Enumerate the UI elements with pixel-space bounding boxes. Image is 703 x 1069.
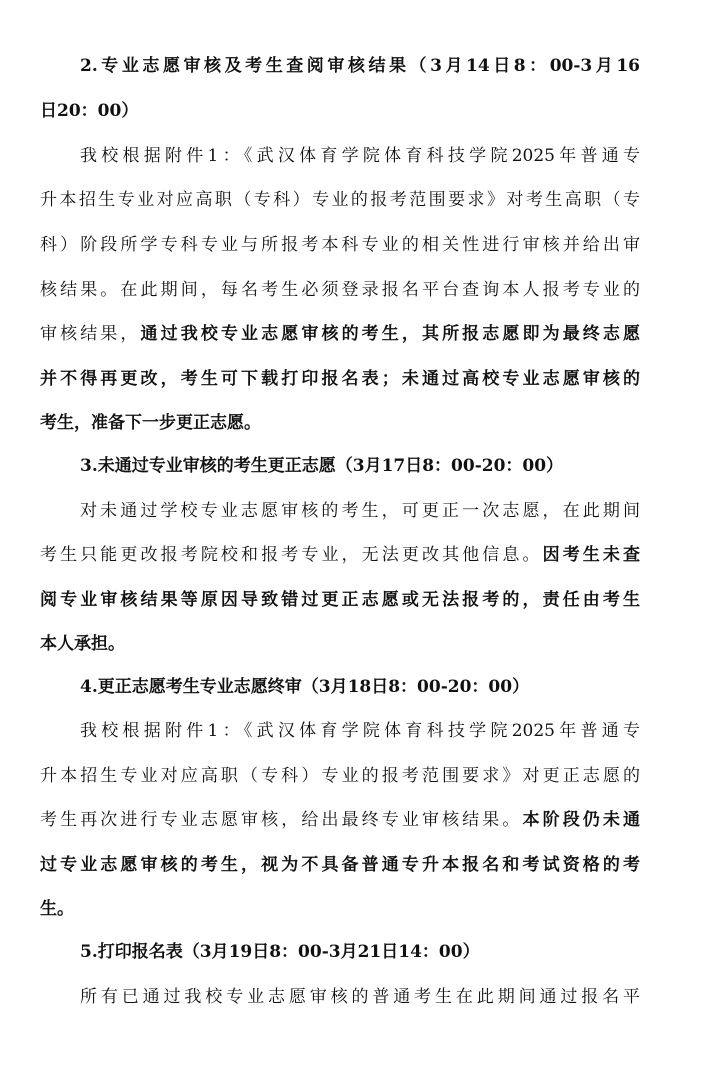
section-4-paragraph-line-bold: 过专业志愿审核的考生，视为不具备普通专升本报名和考试资格的考 <box>40 855 640 875</box>
bold-text: 本阶段仍未通 <box>522 810 640 830</box>
section-4-heading: 4.更正志愿考生专业志愿终审（3月18日8：00-20：00） <box>80 677 530 697</box>
normal-text: 审核结果， <box>40 324 141 344</box>
section-2-paragraph-line-mixed <box>40 322 640 346</box>
section-5-heading: 5.打印报名表（3月19日8：00-3月21日14：00） <box>80 942 480 962</box>
section-4-paragraph-line-bold: 生。 <box>40 899 74 919</box>
section-2-heading-line-2: 日20：00） <box>40 101 139 121</box>
section-3-paragraph-line-mixed <box>40 543 640 567</box>
section-2-paragraph-line-bold: 并不得再更改，考生可下载打印报名表；未通过高校专业志愿审核的 <box>40 369 640 389</box>
normal-text: 考生只能更改报考院校和报考专业，无法更改其他信息。 <box>40 545 543 565</box>
section-4-paragraph-line: 我校根据附件1：《武汉体育学院体育科技学院2025年普通专 <box>80 721 640 741</box>
section-3-paragraph-line-bold: 本人承担。 <box>40 634 125 654</box>
section-3-paragraph-line: 对未通过学校专业志愿审核的考生，可更正一次志愿，在此期间 <box>80 501 640 521</box>
section-2-paragraph-line: 科）阶段所学专科专业与所报考本科专业的相关性进行审核并给出审 <box>40 235 640 255</box>
section-4-paragraph-line: 升本招生专业对应高职（专科）专业的报考范围要求》对更正志愿的 <box>40 766 640 786</box>
section-2-paragraph-line: 升本招生专业对应高职（专科）专业的报考范围要求》对考生高职（专 <box>40 190 640 210</box>
section-3-paragraph-line-bold: 阅专业审核结果等原因导致错过更正志愿或无法报考的，责任由考生 <box>40 590 640 610</box>
section-2-paragraph-line: 核结果。在此期间，每名考生必须登录报名平台查询本人报考专业的 <box>40 280 640 300</box>
section-2-paragraph-line-bold: 考生，准备下一步更正志愿。 <box>40 413 261 433</box>
normal-text: 考生再次进行专业志愿审核，给出最终专业审核结果。 <box>40 810 523 830</box>
bold-text: 通过我校专业志愿审核的考生，其所报志愿即为最终志愿 <box>140 324 640 344</box>
section-3-heading: 3.未通过专业审核的考生更正志愿（3月17日8：00-20：00） <box>80 456 564 476</box>
bold-text: 因考生未查 <box>542 545 640 565</box>
section-5-paragraph-line: 所有已通过我校专业志愿审核的普通考生在此期间通过报名平 <box>80 987 640 1007</box>
section-4-paragraph-line-mixed <box>40 808 640 832</box>
section-2-heading-line-1: 2.专业志愿审核及考生查阅审核结果（3月14日8：00-3月16 <box>80 56 640 76</box>
section-2-paragraph-line: 我校根据附件1：《武汉体育学院体育科技学院2025年普通专 <box>80 146 640 166</box>
